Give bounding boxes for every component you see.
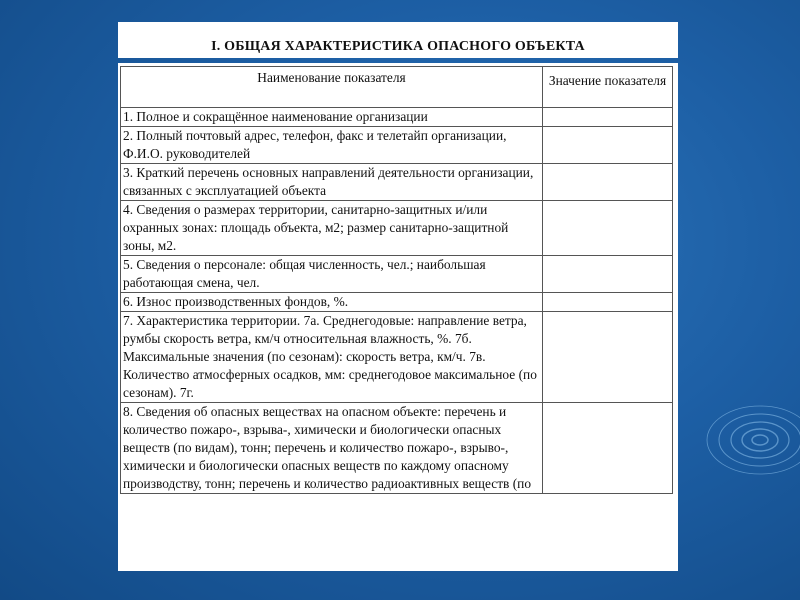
row-7-text: 7. Характеристика территории. 7а. Среднегодовые: направление ветра, румбы скорость ветра, км/ч относительная влажность, %. 7б. Максимальные значения (по сезонам): скорость ветра, км/ч. 7в. Количество атмосферных осадков, мм: среднегодовое максимальное (по сезонам). 7г. <box>121 312 543 403</box>
row-4-value <box>543 201 673 256</box>
row-3-value <box>543 164 673 201</box>
table-row <box>121 108 673 127</box>
row-2-text: 2. Полный почтовый адрес, телефон, факс и телетайп организации, Ф.И.О. руководителей <box>121 127 543 164</box>
row-8-text: 8. Сведения об опасных веществах на опасном объекте: перечень и количество пожаро-, взрыва-, химически и биологически опасных веществ (по видам), тонн; перечень и количество пожаро-, взрыво-, химически и биологически опасных веществ по каждому опасному производству, тонн; перечень и количество радиоактивных веществ (по <box>121 403 543 494</box>
row-4-text: 4. Сведения о размерах территории, санитарно-защитных и/или охранных зонах: площадь объекта, м2; размер санитарно-защитной зоны, м2. <box>121 201 543 256</box>
water-ripple-decoration <box>705 395 800 485</box>
table-box <box>118 63 678 571</box>
slide-title: I. ОБЩАЯ ХАРАКТЕРИСТИКА ОПАСНОГО ОБЪЕКТА <box>211 39 585 54</box>
row-8-value <box>543 403 673 494</box>
table-row <box>121 403 673 494</box>
table-row <box>121 256 673 293</box>
indicator-table <box>120 66 673 494</box>
row-6-value <box>543 293 673 312</box>
row-1-value <box>543 108 673 127</box>
header-indicator: Наименование показателя <box>121 67 543 108</box>
row-2-value <box>543 127 673 164</box>
title-box <box>118 22 678 58</box>
table-header-row <box>121 67 673 108</box>
row-5-text: 5. Сведения о персонале: общая численность, чел.; наибольшая работающая смена, чел. <box>121 256 543 293</box>
table-row <box>121 164 673 201</box>
table-row <box>121 312 673 403</box>
row-6-text: 6. Износ производственных фондов, %. <box>121 293 543 312</box>
row-3-text: 3. Краткий перечень основных направлений деятельности организации, связанных с эксплуатацией объекта <box>121 164 543 201</box>
table-row <box>121 201 673 256</box>
row-5-value <box>543 256 673 293</box>
row-1-text: 1. Полное и сокращённое наименование организации <box>121 108 543 127</box>
table-row <box>121 293 673 312</box>
row-7-value <box>543 312 673 403</box>
table-row <box>121 127 673 164</box>
header-value: Значение показателя <box>543 67 673 108</box>
